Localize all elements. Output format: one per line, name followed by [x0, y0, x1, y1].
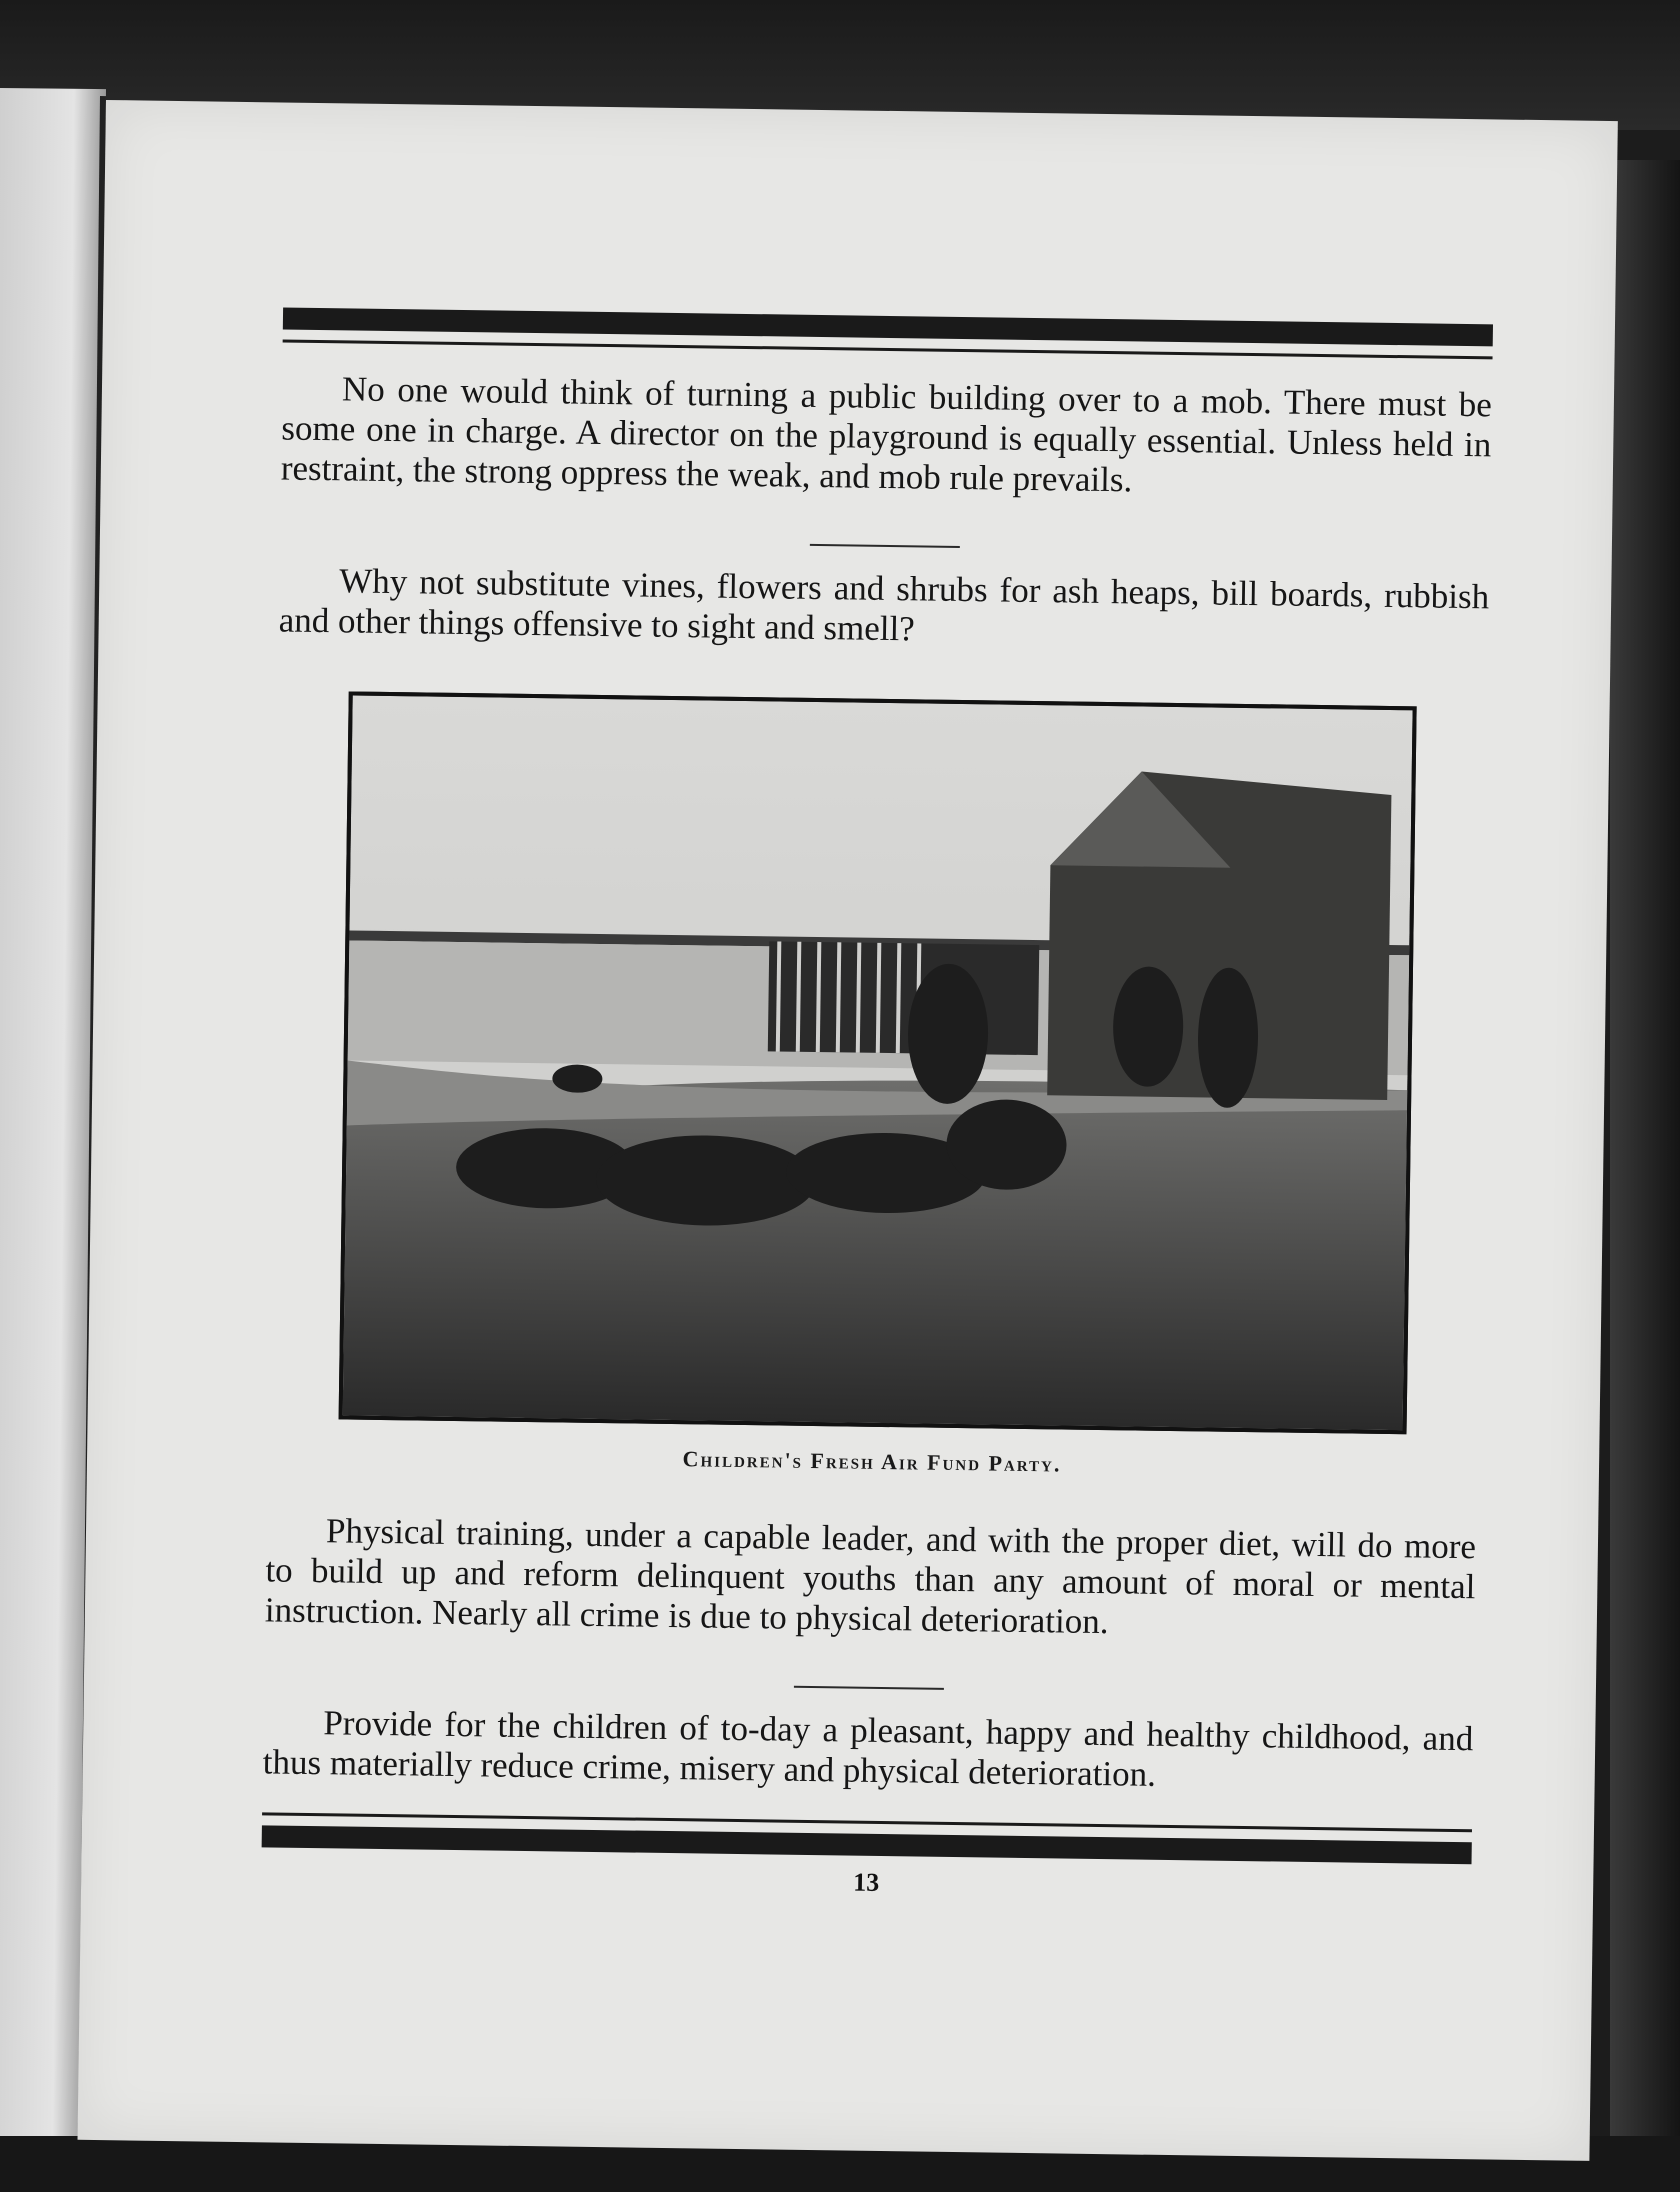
beach-scene-image [343, 696, 1413, 1431]
page-content [261, 307, 1493, 1906]
footer-rule-thick [262, 1825, 1472, 1864]
section-separator [810, 544, 960, 548]
header-rule-thick [283, 307, 1493, 346]
page-number: 13 [852, 1867, 880, 1897]
paragraph-childhood: Provide for the children of to-day a pleasant, happy and healthy childhood, and thus materially reduce crime, misery and physical deterioration. [262, 1703, 1474, 1794]
photograph [339, 691, 1417, 1434]
paragraph-vines: Why not substitute vines, flowers and shrubs for ash heaps, bill boards, rubbish and other things offensive to sight and smell? [278, 561, 1490, 649]
book-page [78, 100, 1618, 2161]
section-separator-2 [794, 1686, 944, 1690]
paragraph-director: No one would think of turning a public building over to a mob. There must be some one in charge. A director on the playground is equally essential. Unless held in restraint, the strong oppress the weak, and mob rule prevails. [280, 369, 1493, 500]
paragraph-physical-training: Physical training, under a capable leader, and with the proper diet, will do more to build up and reform delinquent youths than any amount of moral or mental instruction. Nearly all crime is due to physical deterioration. [264, 1511, 1477, 1642]
scan-background-right [1610, 160, 1680, 2192]
photo-caption: Children's Fresh Air Fund Party. [682, 1446, 1062, 1477]
